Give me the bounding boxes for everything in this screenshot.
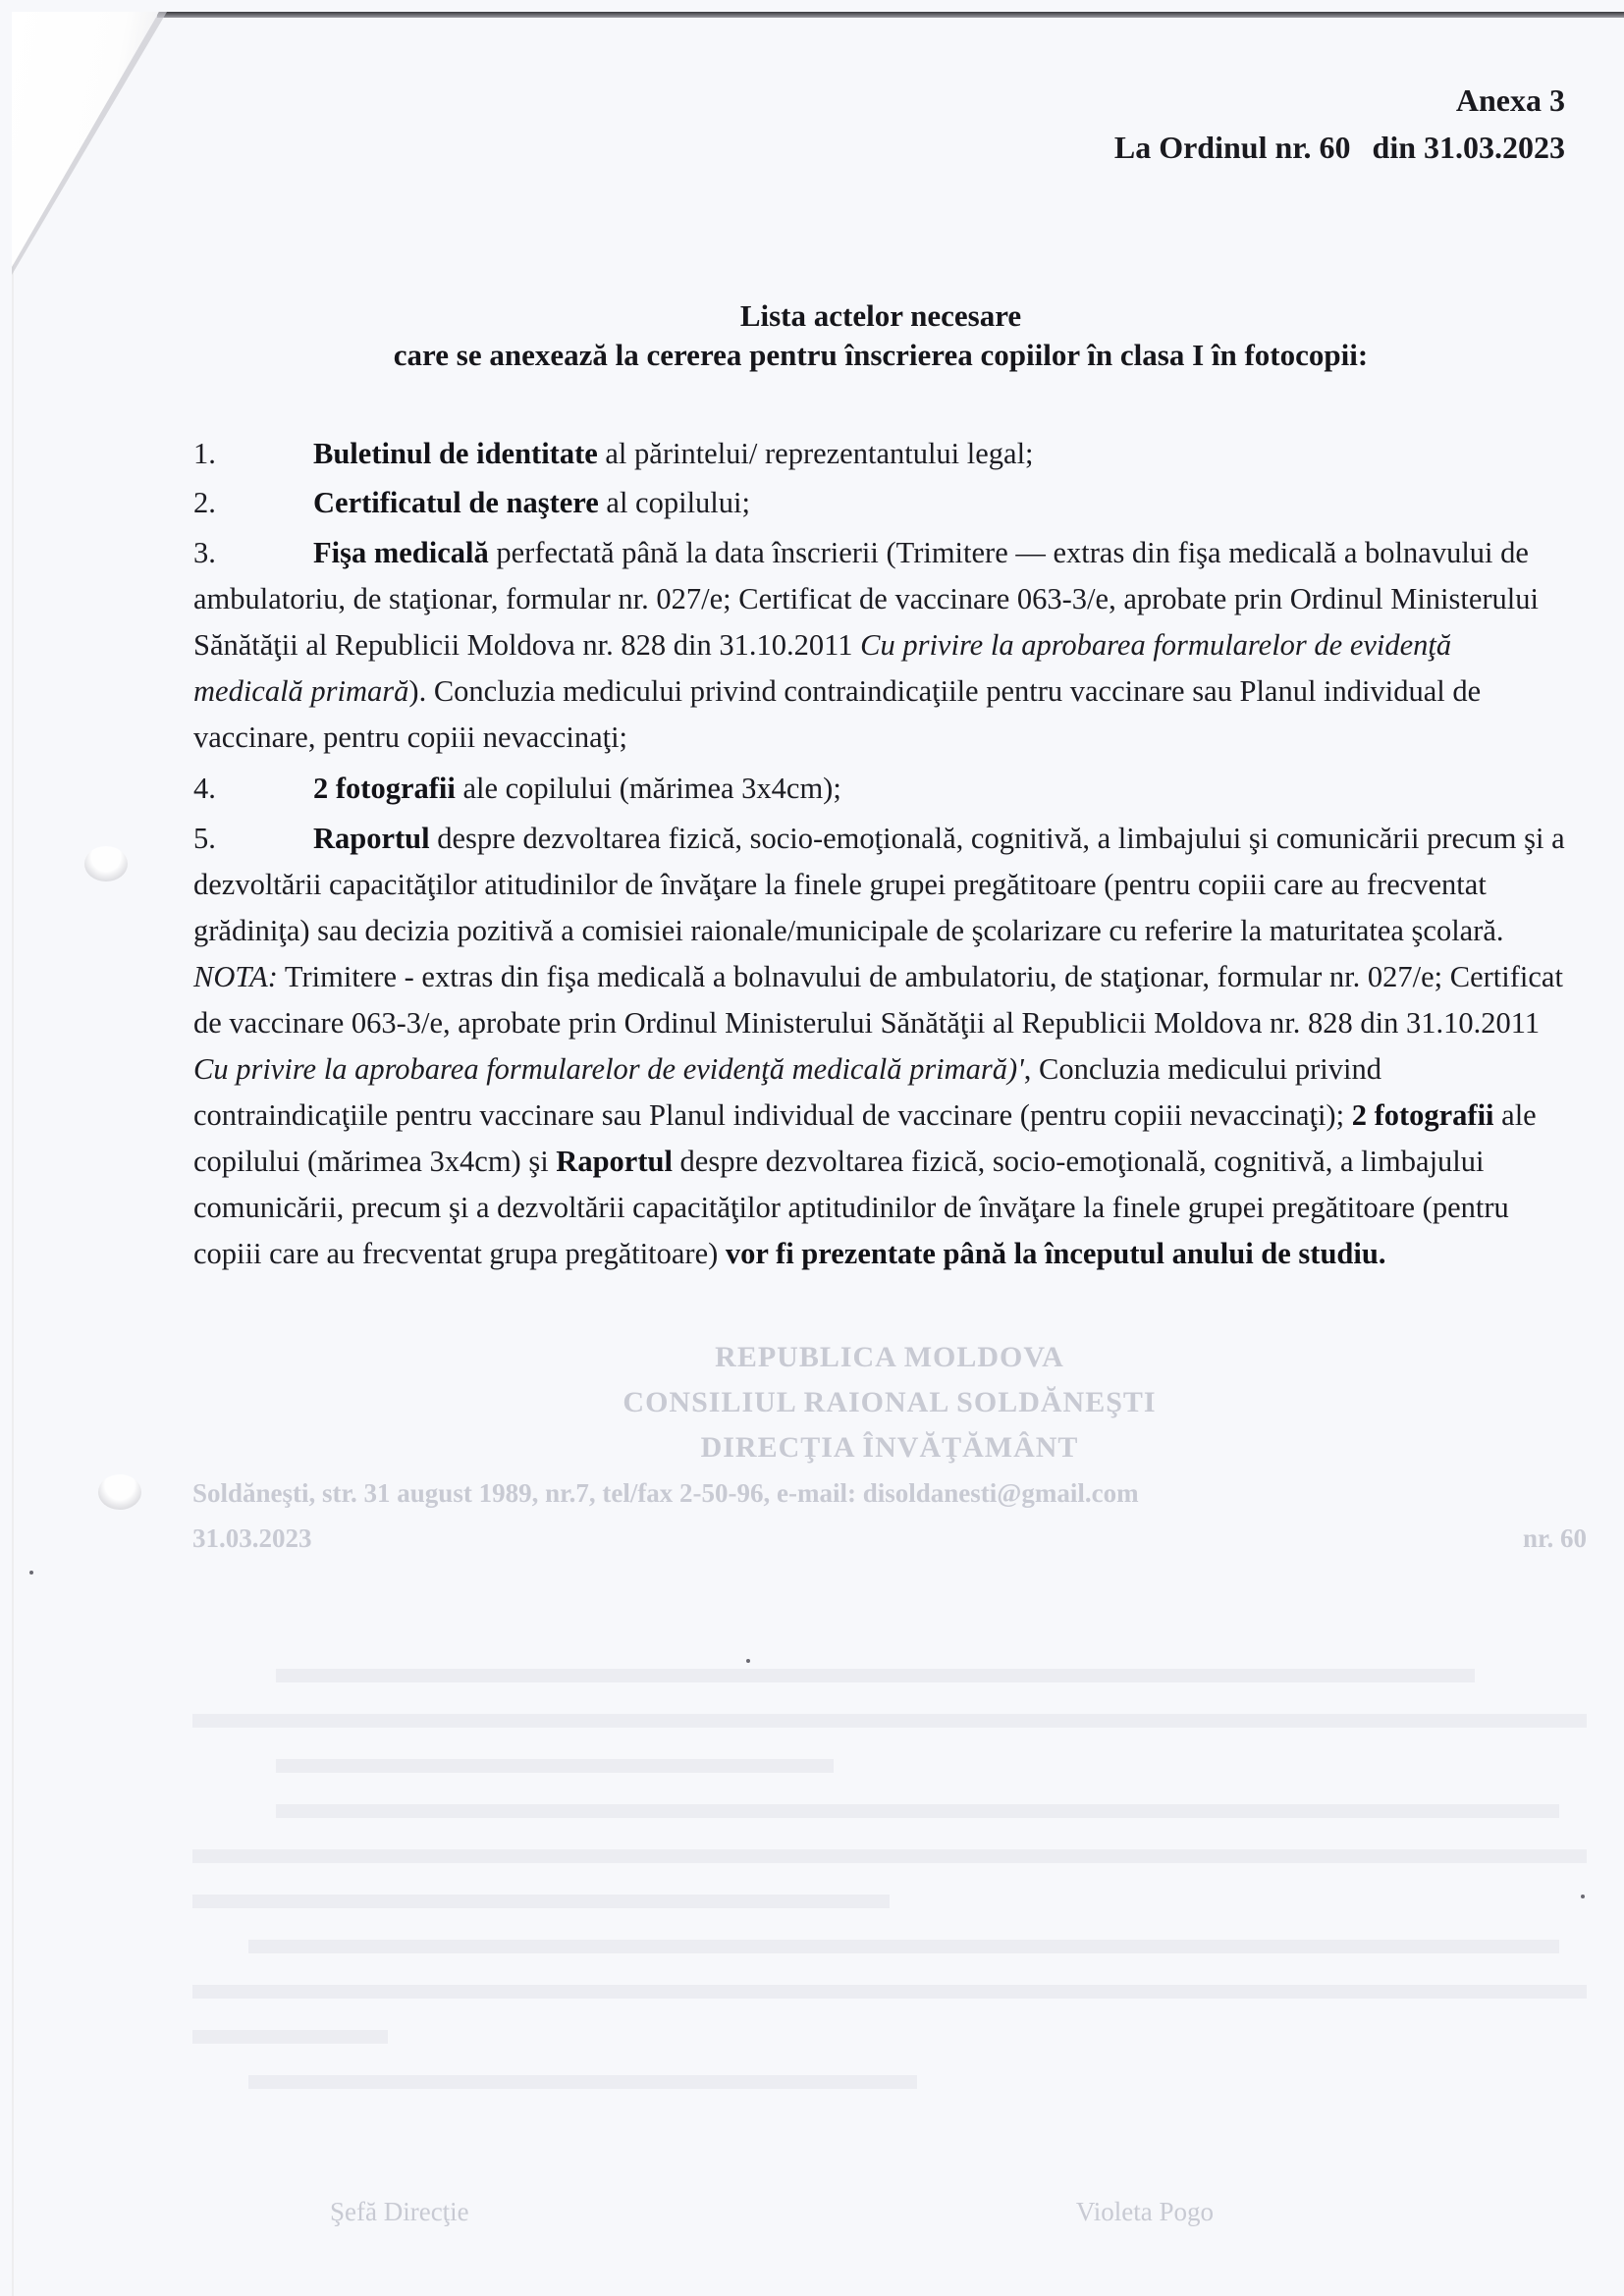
item-bold-term: Raportul — [313, 822, 430, 855]
item-bold-term: Buletinul de identitate — [313, 437, 598, 470]
title-line-2: care se anexează la cererea pentru înscrierea copiilor în clasa I în fotocopii: — [393, 338, 1369, 372]
list-item — [193, 816, 1568, 954]
scan-speck — [746, 1659, 750, 1663]
note-bold-photos: 2 fotografii — [1351, 1098, 1494, 1132]
title-line-1: Lista actelor necesare — [739, 298, 1022, 333]
item-italic-title: Cu privire la aprobarea formularelor de evidenţă medicală primară — [193, 628, 1452, 708]
annex-order-date: din 31.03.2023 — [1372, 130, 1565, 165]
note-paragraph — [193, 954, 1568, 1277]
ghost-council: CONSILIUL RAIONAL SOLDĂNEŞTI — [623, 1386, 1157, 1418]
note-italic-title: Cu privire la aprobarea formularelor de evidenţă medicală primară)' — [193, 1052, 1024, 1086]
item-text: al părintelui/ reprezentantului legal; — [597, 437, 1034, 470]
ghost-date-number-row — [192, 1516, 1587, 1561]
list-item — [193, 432, 1568, 475]
scan-speck — [29, 1571, 33, 1575]
item-text-after: ). Concluzia medicului privind contraindicaţiile pentru vaccinare sau Planul individual de vaccinare, pentru copiii nevaccinaţi; — [193, 674, 1482, 754]
item-number: 4. — [193, 772, 216, 805]
note-bold-deadline: vor fi prezentate până la începutul anului de studiu. — [725, 1237, 1386, 1270]
item-number: 5. — [193, 822, 216, 855]
note-text-2: , Concluzia medicului privind contraindicaţiile pentru vaccinare sau Planul individual de vaccinare (pentru copiii nevaccinaţi); — [193, 1052, 1381, 1132]
item-number: 2. — [193, 486, 216, 519]
list-item — [193, 767, 1568, 810]
note-text-3: ale copilului (mărimea 3x4cm) şi — [193, 1098, 1537, 1178]
annex-order-line — [1114, 124, 1565, 171]
ghost-paragraph-lines — [192, 1669, 1587, 2120]
note-label: NOTA: — [193, 960, 278, 993]
punch-hole-icon — [84, 846, 128, 881]
document-body — [193, 432, 1568, 1277]
item-text: al copilului; — [598, 486, 750, 519]
list-item — [193, 530, 1568, 761]
ghost-signature-name: Violeta Pogo — [1075, 2197, 1214, 2226]
ghost-signature-row — [330, 2189, 1214, 2234]
ghost-date: 31.03.2023 — [192, 1523, 312, 1553]
item-bold-term: 2 fotografii — [313, 772, 456, 805]
annex-title: Anexa 3 — [1455, 82, 1565, 118]
document-title — [0, 296, 1624, 375]
ghost-header-block — [192, 1335, 1587, 1561]
ghost-address: Soldăneşti, str. 31 august 1989, nr.7, tel/fax 2-50-96, e-mail: disoldanesti@gmail.com — [192, 1478, 1139, 1508]
item-number: 3. — [193, 536, 216, 569]
note-text-4: despre dezvoltarea fizică, socio-emoţională, cognitivă, a limbajului comunicării, precum şi a dezvoltării capacităţilor aptitudinilor de învăţare la finele grupei pregătitoare (pentru copiii care au frecventat grupa pregătitoare) — [193, 1145, 1509, 1270]
ghost-directorate: DIRECŢIA ÎNVĂŢĂMÂNT — [700, 1431, 1079, 1464]
punch-hole-icon — [98, 1474, 141, 1510]
ghost-signature-role: Şefă Direcţie — [330, 2197, 469, 2226]
note-bold-report: Raportul — [556, 1145, 673, 1178]
scanner-top-edge — [157, 12, 1624, 18]
item-text: despre dezvoltarea fizică, socio-emoţională, cognitivă, a limbajului şi comunicării precum şi a dezvoltării capacităţilor atitudinilor de învăţare la finele grupei pregătitoare (pentru copiii care au frecventat grădiniţa) sau decizia pozitivă a comisiei raionale/municipale de şcolarizare cu referire la maturitatea şcolară. — [193, 822, 1565, 947]
note-text-1: Trimitere - extras din fişa medicală a bolnavului de ambulatoriu, de staţionar, formular nr. 027/e; Certificat de vaccinare 063-3/e, aprobate prin Ordinul Ministerului Sănătăţii al Republicii Moldova nr. 828 din 31.10.2011 — [193, 960, 1563, 1040]
annex-header — [1114, 77, 1565, 171]
item-bold-term: Fişa medicală — [313, 536, 489, 569]
scan-speck — [1581, 1895, 1585, 1898]
folded-corner — [12, 12, 159, 267]
item-text: ale copilului (mărimea 3x4cm); — [455, 772, 841, 805]
list-item — [193, 481, 1568, 524]
item-bold-term: Certificatul de naştere — [313, 486, 599, 519]
ghost-number: nr. 60 — [1522, 1523, 1587, 1553]
item-text: perfectată până la data înscrierii (Trimitere — extras din fişa medicală a bolnavului de ambulatoriu, de staţionar, formular nr. 027/e; Certificat de vaccinare 063-3/e, aprobate prin Ordinul Ministerului Sănătăţii al Republicii Moldova nr. 828 din 31.10.2011 — [193, 536, 1539, 662]
ghost-republic: REPUBLICA MOLDOVA — [715, 1341, 1064, 1373]
annex-order-ref: La Ordinul nr. 60 — [1113, 130, 1351, 165]
item-number: 1. — [193, 437, 216, 470]
